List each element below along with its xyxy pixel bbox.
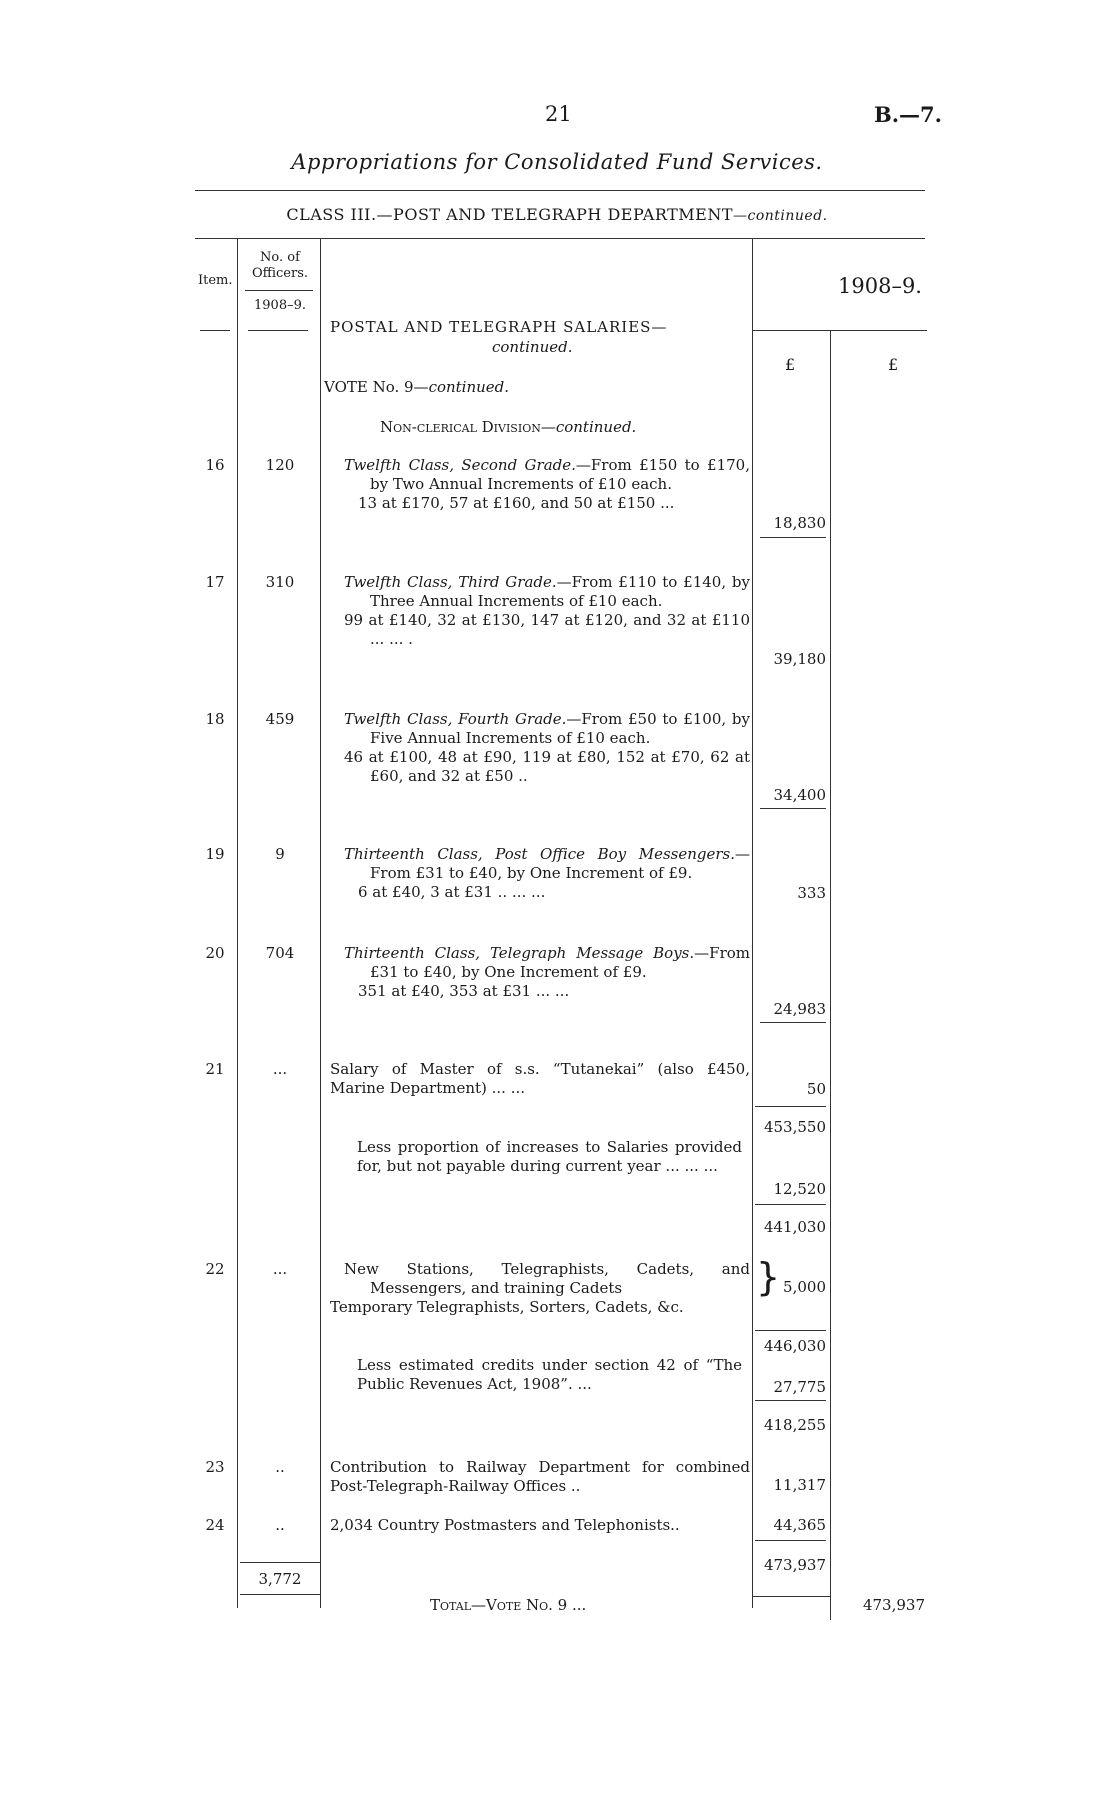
document-reference: B.—7. (874, 102, 942, 127)
officers-header: No. of Officers. (251, 250, 309, 281)
divider (755, 1540, 826, 1541)
divider (200, 330, 230, 331)
row-amount: 24,983 (773, 1000, 826, 1018)
officers-year-header: 1908–9. (254, 298, 306, 313)
deduction-description: Less proportion of increases to Salaries provided for, but not payable during current year ... ... ... (357, 1138, 742, 1175)
row-description: Twelfth Class, Fourth Grade.—From £50 to £100, by Five Annual Increments of £10 each. 46 at £100, 48 at £90, 119 at £80, 152 at £70, 62 at £60, and 32 at £50 .. (344, 710, 750, 785)
officer-count: ... (272, 1260, 288, 1278)
item-number: 16 (205, 456, 225, 474)
row-amount: 50 (806, 1080, 826, 1098)
year-header: 1908–9. (838, 274, 922, 298)
row-description: Thirteenth Class, Post Office Boy Messengers.—From £31 to £40, by One Increment of £9. 6 at £40, 3 at £31 .. ... ... (344, 845, 750, 901)
divider (755, 1106, 826, 1107)
officer-count: 704 (265, 944, 295, 962)
officer-count: 310 (265, 573, 295, 591)
row-description: Contribution to Railway Department for combined Post-Telegraph-Railway Offices .. (330, 1458, 750, 1495)
column-rule (320, 238, 321, 1608)
item-number: 20 (205, 944, 225, 962)
row-amount: 11,317 (773, 1476, 826, 1494)
item-number: 17 (205, 573, 225, 591)
officer-count: ... (272, 1060, 288, 1078)
page-title: Appropriations for Consolidated Fund Services. (291, 150, 823, 174)
pound-column-2: £ (888, 355, 899, 374)
divider (240, 1562, 320, 1563)
item-number: 21 (205, 1060, 225, 1078)
subtotal: 446,030 (763, 1337, 826, 1355)
row-amount: 18,830 (773, 514, 826, 532)
divider (752, 1596, 830, 1597)
row-description: Thirteenth Class, Telegraph Message Boys.—From £31 to £40, by One Increment of £9. 351 at £40, 353 at £31 ... ... (344, 944, 750, 1000)
subtotal: 453,550 (763, 1118, 826, 1136)
divider (760, 1022, 826, 1023)
item-number: 22 (205, 1260, 225, 1278)
deduction-description: Less estimated credits under section 42 of “The Public Revenues Act, 1908”. ... (357, 1356, 742, 1393)
row-description: 2,034 Country Postmasters and Telephonists.. (330, 1516, 680, 1534)
column-rule (752, 238, 753, 1608)
total-amount: 473,937 (862, 1596, 925, 1614)
divider (195, 238, 925, 239)
row-amount: 5,000 (783, 1278, 826, 1296)
section-heading: POSTAL AND TELEGRAPH SALARIES— (330, 318, 668, 336)
item-number: 24 (205, 1516, 225, 1534)
item-number: 18 (205, 710, 225, 728)
row-description: Salary of Master of s.s. “Tutanekai” (also £450, Marine Department) ... ... (330, 1060, 750, 1097)
divider (245, 290, 313, 291)
deduction-amount: 12,520 (773, 1180, 826, 1198)
subtotal: 473,937 (763, 1556, 826, 1574)
row-description: Twelfth Class, Third Grade.—From £110 to £140, by Three Annual Increments of £10 each. 99 at £140, 32 at £130, 147 at £120, and 32 at £110 ... ... . (344, 573, 750, 648)
column-rule (830, 330, 831, 1620)
subtotal: 441,030 (763, 1218, 826, 1236)
divider (752, 330, 927, 331)
item-header: Item. (198, 273, 233, 288)
page-number: 21 (545, 102, 572, 126)
total-label: Total—Vote No. 9 ... (430, 1596, 587, 1614)
officer-count: 9 (275, 845, 285, 863)
class-heading: CLASS III.—POST AND TELEGRAPH DEPARTMENT—continued. (286, 205, 828, 224)
vote-heading: VOTE No. 9—continued. (324, 378, 510, 396)
divider (240, 1594, 320, 1595)
row-amount: 39,180 (773, 650, 826, 668)
pound-column-1: £ (785, 355, 796, 374)
total-officers: 3,772 (258, 1570, 302, 1588)
divider (755, 1330, 826, 1331)
row-amount: 44,365 (773, 1516, 826, 1534)
officer-count: .. (275, 1516, 285, 1534)
officer-count: 459 (265, 710, 295, 728)
row-description: New Stations, Telegraphists, Cadets, and Messengers, and training Cadets Temporary Telegraphists, Sorters, Cadets, &c. (330, 1260, 750, 1316)
officer-count: 120 (265, 456, 295, 474)
deduction-amount: 27,775 (773, 1378, 826, 1396)
section-heading-cont: continued. (492, 338, 573, 356)
item-number: 19 (205, 845, 225, 863)
row-amount: 333 (797, 884, 826, 902)
divider (755, 1400, 826, 1401)
column-rule (237, 238, 238, 1608)
brace: } (756, 1255, 781, 1299)
division-heading: Non-clerical Division—continued. (380, 418, 637, 436)
item-number: 23 (205, 1458, 225, 1476)
divider (755, 1204, 826, 1205)
divider (248, 330, 308, 331)
row-description: Twelfth Class, Second Grade.—From £150 to £170, by Two Annual Increments of £10 each. 13 at £170, 57 at £160, and 50 at £150 ... (344, 456, 750, 512)
divider (760, 808, 826, 809)
row-amount: 34,400 (773, 786, 826, 804)
divider (195, 190, 925, 191)
subtotal: 418,255 (763, 1416, 826, 1434)
officer-count: .. (275, 1458, 285, 1476)
divider (760, 537, 826, 538)
